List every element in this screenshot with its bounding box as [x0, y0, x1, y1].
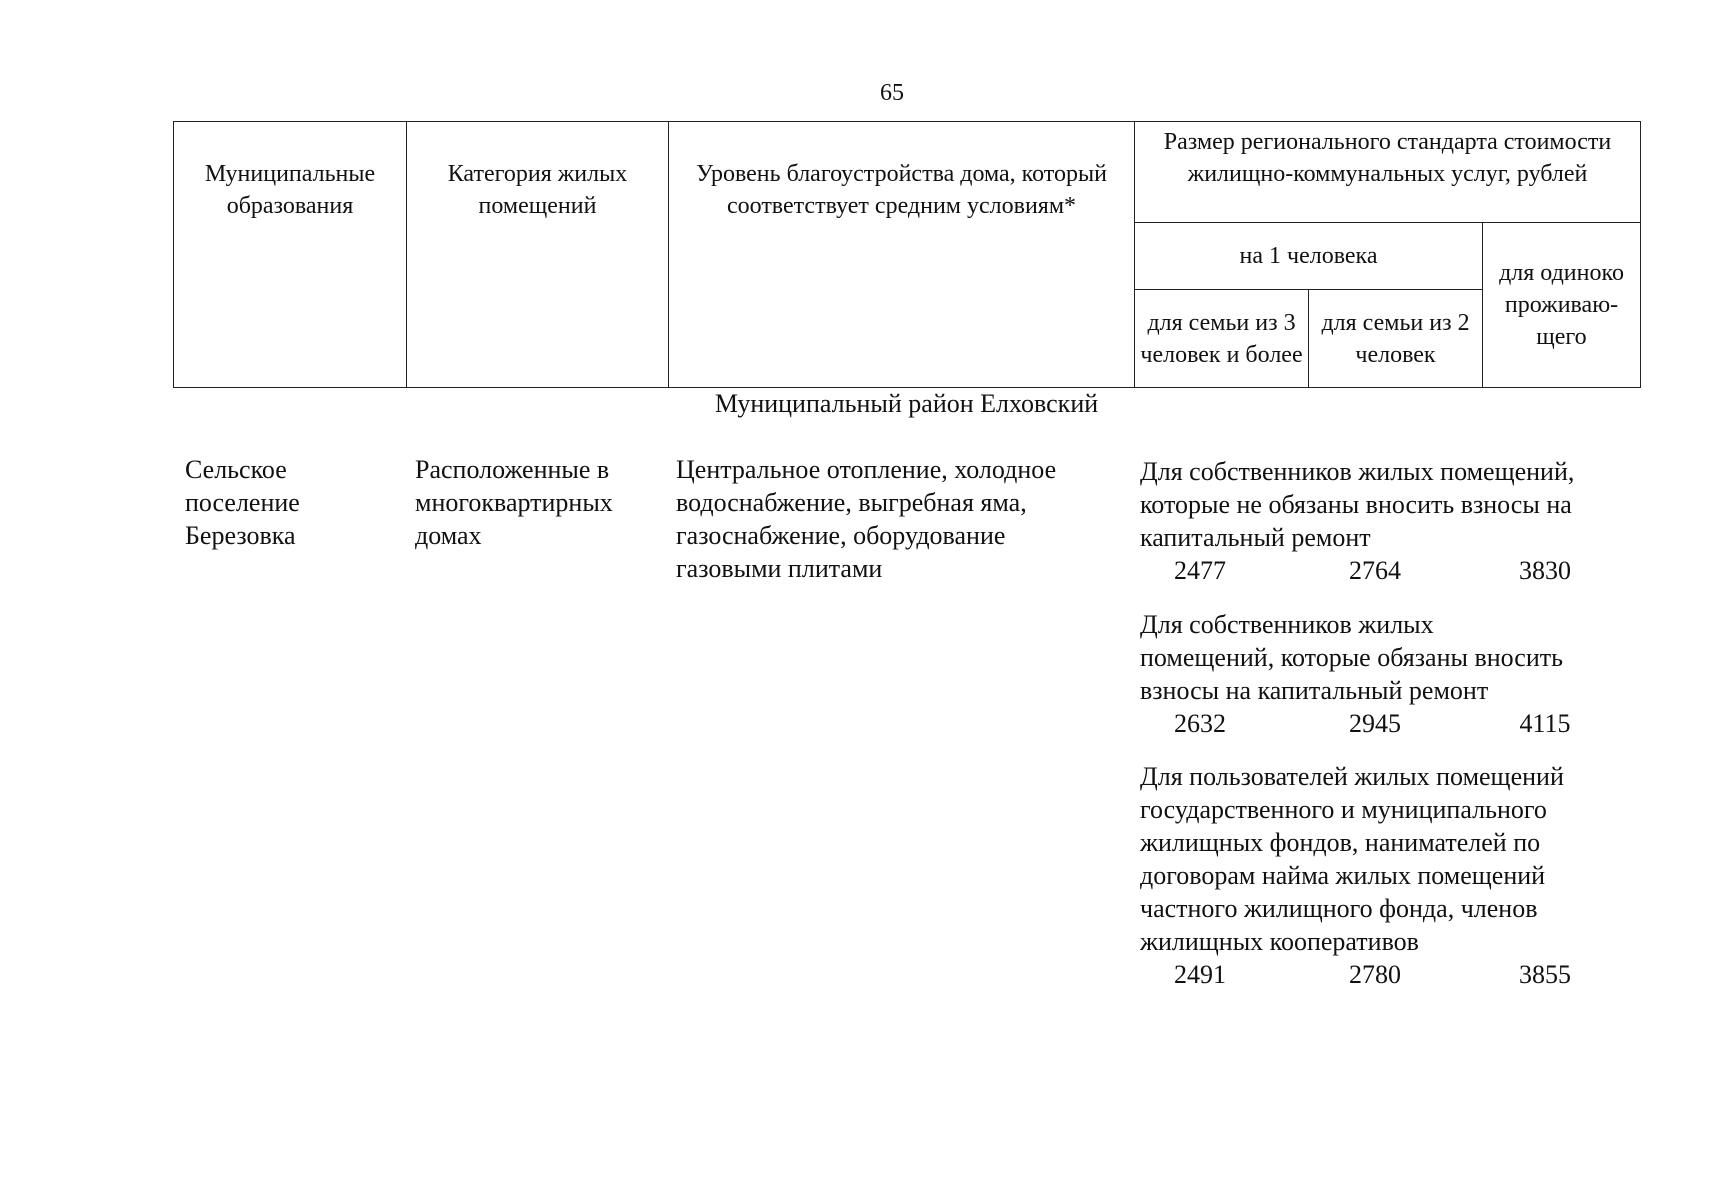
header-family-2: для семьи из 2 человек	[1309, 290, 1483, 388]
group-2-values	[1140, 707, 1640, 740]
group-2-value-family2: 2945	[1349, 709, 1401, 738]
district-heading: Муниципальный район Елховский	[714, 389, 1099, 418]
group-2-value-single: 4115	[1519, 709, 1571, 738]
header-per-person: на 1 человека	[1135, 223, 1483, 290]
group-3-value-family2: 2780	[1349, 960, 1401, 989]
level-cell: Центральное отопление, холодное водоснабжение, выгребная яма, газоснабжение, оборудование газовыми плитами	[676, 455, 1057, 583]
header-single: для одиноко проживаю-щего	[1483, 223, 1641, 388]
group-3-value-single: 3855	[1519, 960, 1571, 989]
header-standard-size: Размер регионального стандарта стоимости жилищно-коммунальных услуг, рублей	[1135, 122, 1641, 223]
header-category: Категория жилых помещений	[407, 122, 669, 388]
header-table	[173, 121, 1641, 388]
header-family-3: для семьи из 3 человек и более	[1135, 290, 1309, 388]
group-1	[1140, 455, 1640, 587]
header-level: Уровень благоустройства дома, который соответствует средним условиям*	[669, 122, 1135, 388]
municipality-cell: Сельское поселение Березовка	[185, 455, 300, 550]
group-1-values	[1140, 554, 1640, 587]
group-3-description: Для пользователей жилых помещений государственного и муниципального жилищных фондов, нанимателей по договорам найма жилых помещений частного жилищного фонда, членов жилищных кооперативов	[1140, 762, 1564, 956]
category-cell: Расположенные в многоквартирных домах	[415, 455, 613, 550]
group-1-value-single: 3830	[1519, 556, 1571, 585]
group-2	[1140, 608, 1640, 740]
group-3-value-family3: 2491	[1174, 960, 1226, 989]
group-2-description: Для собственников жилых помещений, которые обязаны вносить взносы на капитальный ремонт	[1140, 610, 1563, 705]
group-1-description: Для собственников жилых помещений, которые не обязаны вносить взносы на капитальный ремонт	[1140, 457, 1575, 552]
group-1-value-family2: 2764	[1349, 556, 1401, 585]
page-number: 65	[880, 80, 904, 106]
group-2-value-family3: 2632	[1174, 709, 1226, 738]
group-3-values	[1140, 958, 1640, 991]
group-1-value-family3: 2477	[1174, 556, 1226, 585]
group-3	[1140, 760, 1640, 991]
header-municipality: Муниципальные образования	[174, 122, 407, 388]
